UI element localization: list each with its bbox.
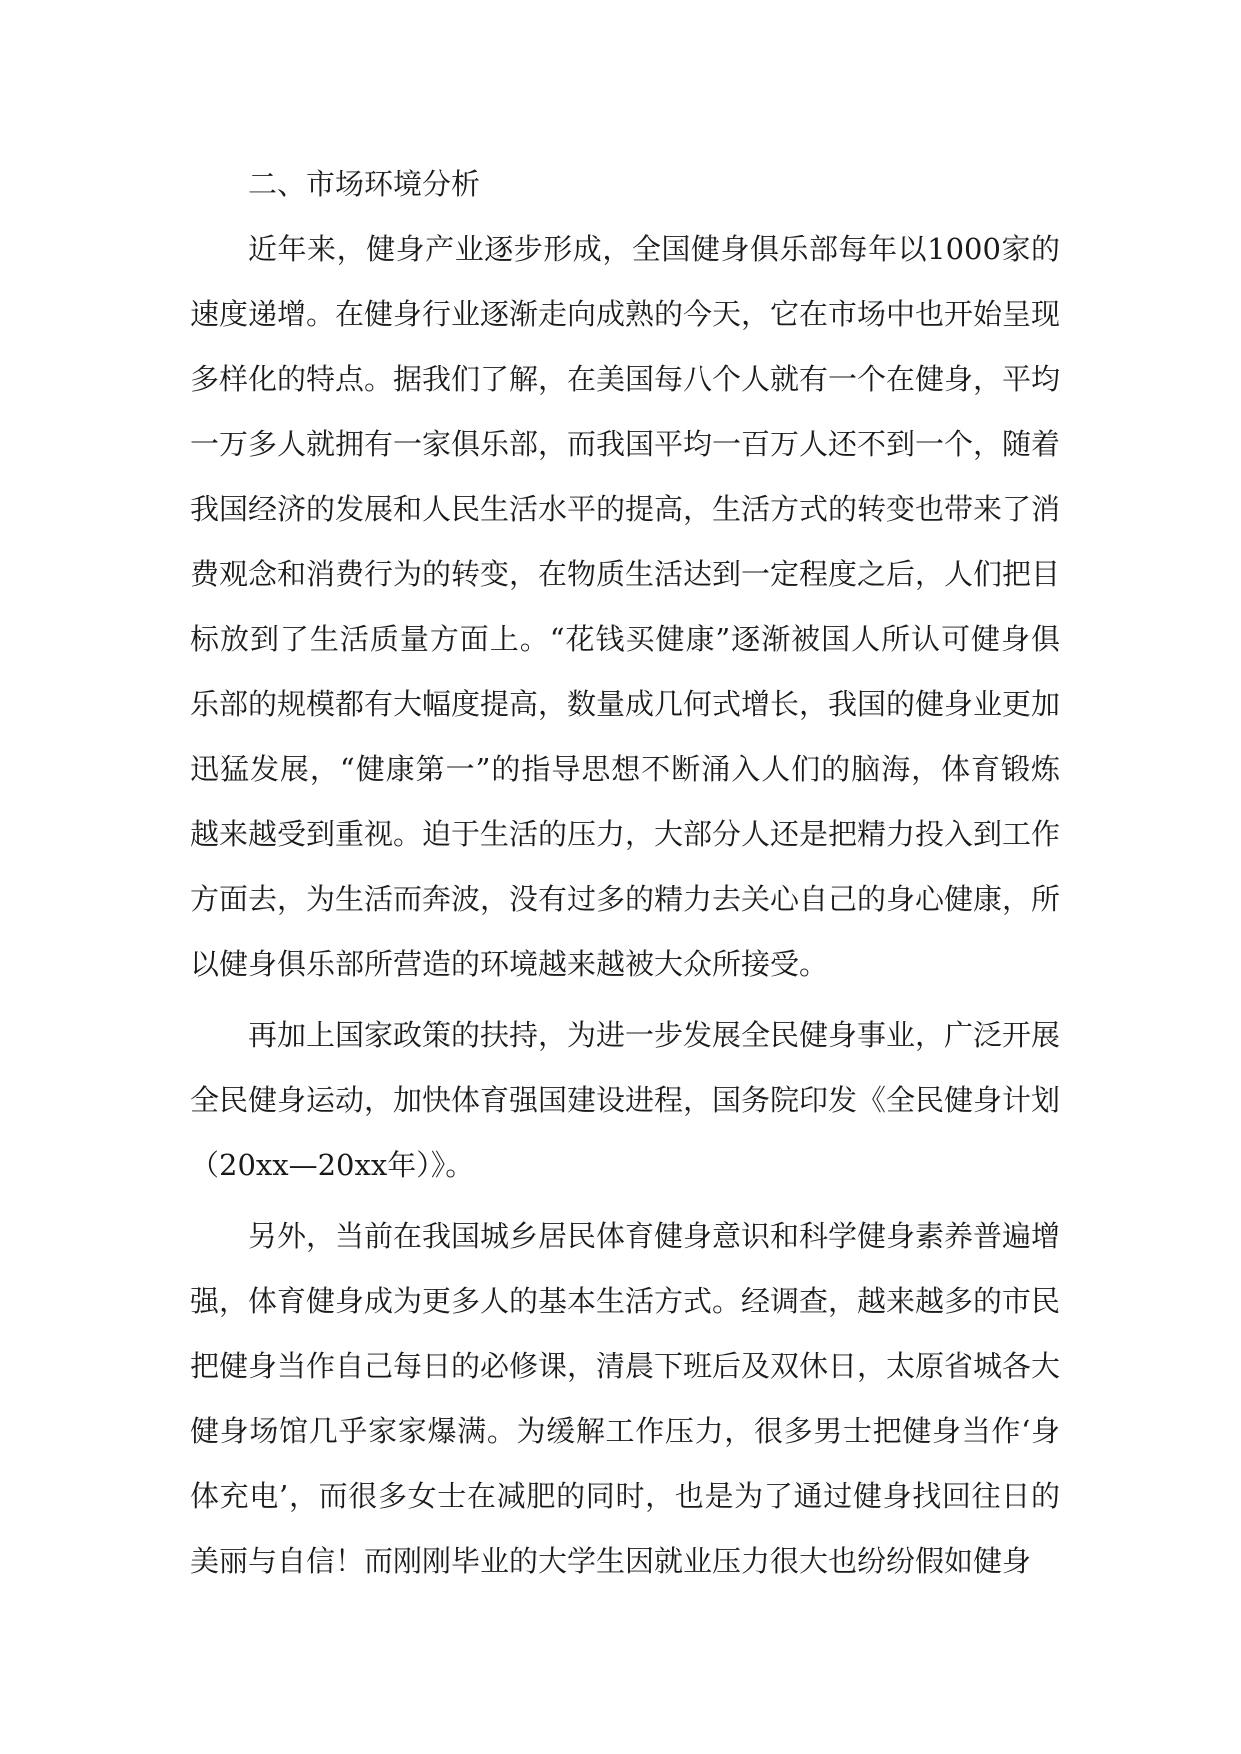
- document-body: [190, 152, 1060, 1594]
- paragraph-policy-support: 再加上国家政策的扶持，为进一步发展全民健身事业，广泛开展全民健身运动，加快体育强国建设进程，国务院印发《全民健身计划（20xx—20xx年）》。: [190, 1018, 1061, 1182]
- paragraph-fitness-awareness: 另外，当前在我国城乡居民体育健身意识和科学健身素养普遍增强，体育健身成为更多人的基本生活方式。经调查，越来越多的市民把健身当作自己每日的必修课，清晨下班后及双休日，太原省城各大健身场馆几乎家家爆满。为缓解工作压力，很多男士把健身当作‘身体充电’，而很多女士在减肥的同时，也是为了通过健身找回往日的美丽与自信！而刚刚毕业的大学生因就业压力很大也纷纷假如健身: [190, 1219, 1061, 1578]
- paragraph-market-growth: 近年来，健身产业逐步形成，全国健身俱乐部每年以1000家的速度递增。在健身行业逐渐走向成熟的今天，它在市场中也开始呈现多样化的特点。据我们了解，在美国每八个人就有一个在健身，平均一万多人就拥有一家俱乐部，而我国平均一百万人还不到一个，随着我国经济的发展和人民生活水平的提高，生活方式的转变也带来了消费观念和消费行为的转变，在物质生活达到一定程度之后，人们把目标放到了生活质量方面上。“花钱买健康”逐渐被国人所认可健身俱乐部的规模都有大幅度提高，数量成几何式增长，我国的健身业更加迅猛发展，“健康第一”的指导思想不断涌入人们的脑海，体育锻炼越来越受到重视。迫于生活的压力，大部分人还是把精力投入到工作方面去，为生活而奔波，没有过多的精力去关心自己的身心健康，所以健身俱乐部所营造的环境越来越被大众所接受。: [190, 232, 1061, 981]
- section-heading: 二、市场环境分析: [248, 167, 481, 201]
